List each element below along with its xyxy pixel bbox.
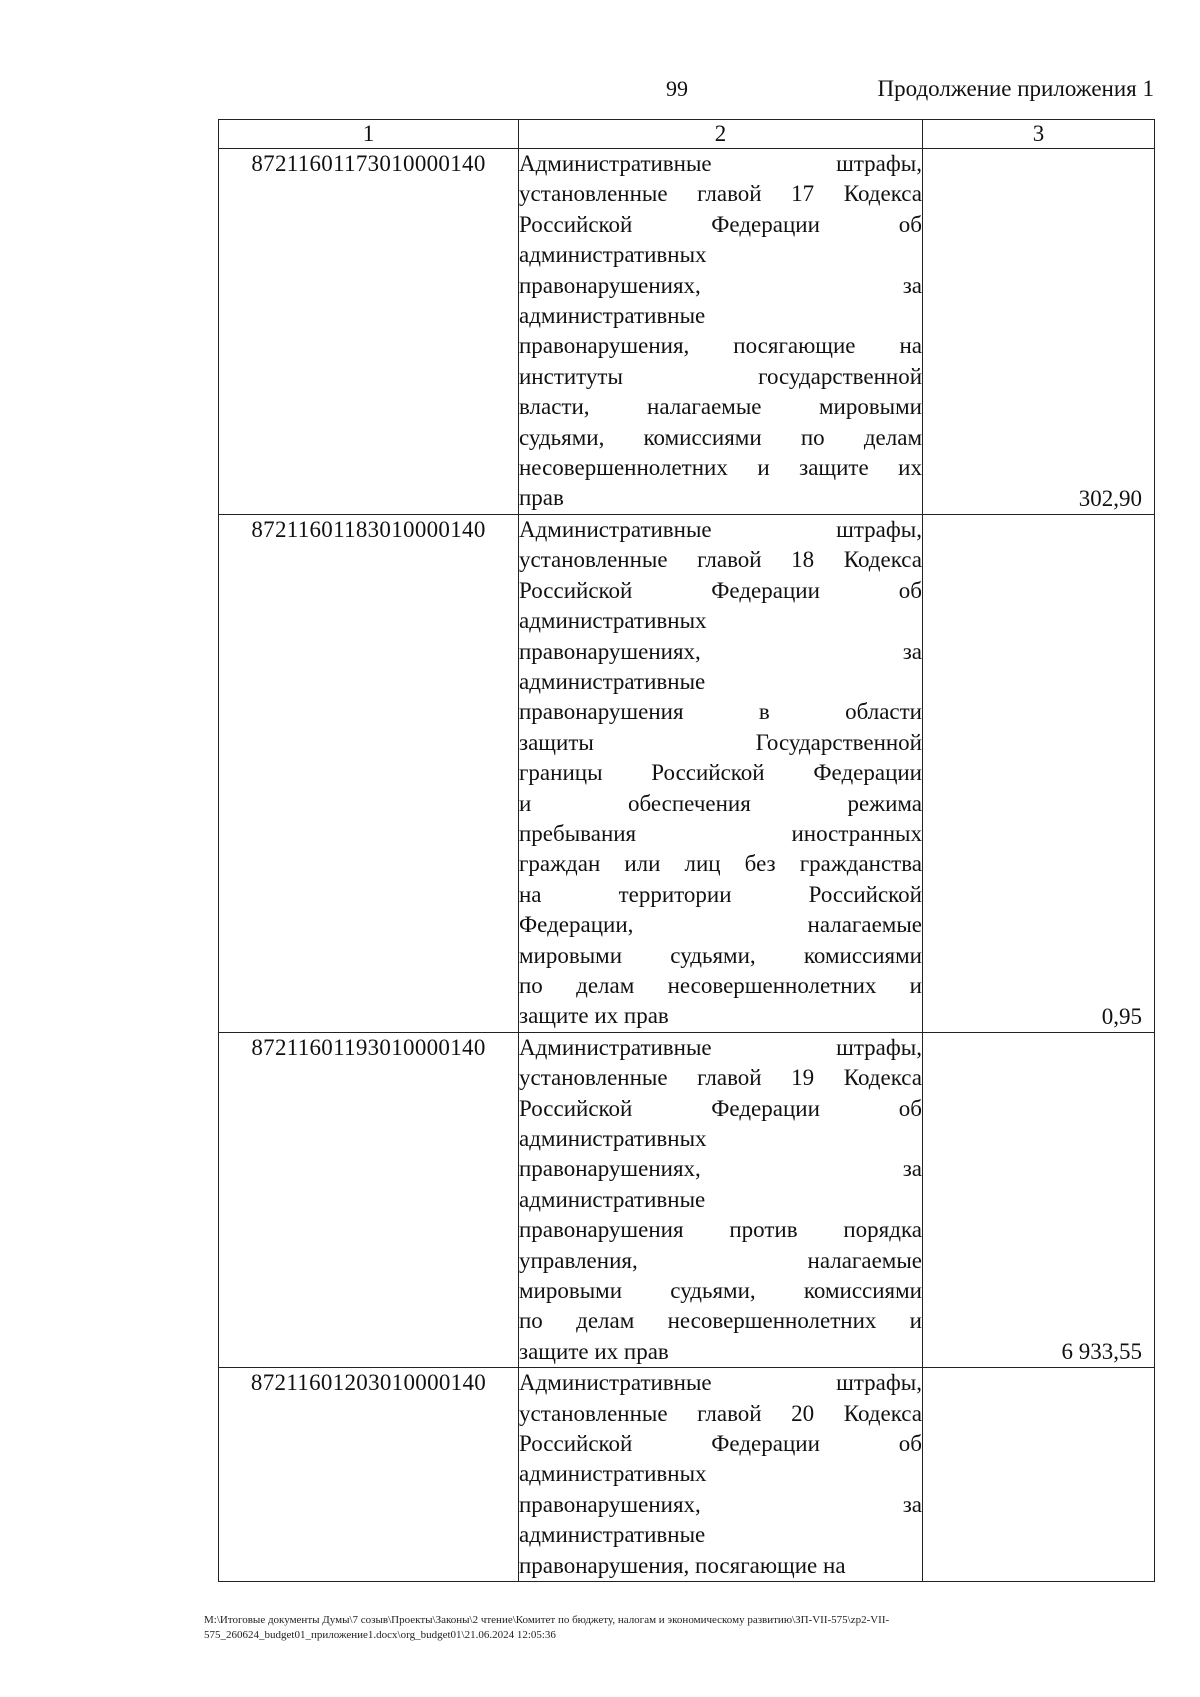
budget-table	[218, 119, 1155, 1582]
description-cell	[519, 149, 923, 515]
description-line: Административные штрафы,	[519, 151, 922, 176]
amount-cell	[923, 514, 1155, 1032]
description-line: административные	[519, 303, 706, 329]
description-line: Административные штрафы,	[519, 516, 922, 542]
description-line: установленные главой 20 Кодекса	[519, 1400, 922, 1426]
column-header-1: 1	[219, 120, 519, 149]
amount-value: 0,95	[1101, 1003, 1142, 1029]
amount-value: 6 933,55	[1061, 1339, 1142, 1365]
description-line: правонарушения, посягающие на	[519, 333, 922, 359]
description-line: защите их прав	[519, 1003, 669, 1029]
description-line: защиты Государственной	[519, 729, 922, 755]
table-row	[219, 514, 1155, 1032]
description-line: прав	[519, 485, 564, 511]
description-line: по делам несовершеннолетних и	[519, 972, 922, 998]
description-line: Федерации, налагаемые	[519, 912, 922, 938]
description-line: границы Российской Федерации	[519, 760, 922, 786]
table-row	[219, 1032, 1155, 1367]
description-line: правонарушениях, за	[519, 1491, 922, 1517]
revenue-code-cell: 87211601193010000140	[219, 1032, 519, 1367]
description-line: установленные главой 17 Кодекса	[519, 181, 922, 207]
description-cell	[519, 1368, 923, 1582]
description-line: Административные штрафы,	[519, 1034, 922, 1060]
continuation-label: Продолжение приложения 1	[877, 76, 1154, 101]
amount-cell	[923, 1368, 1155, 1582]
description-line: административных	[519, 1126, 707, 1151]
description-line: административных	[519, 608, 707, 634]
description-line: пребывания иностранных	[519, 820, 922, 846]
description-line: правонарушения против порядка	[519, 1217, 922, 1243]
amount-cell	[923, 149, 1155, 515]
table-body	[219, 149, 1155, 1582]
description-line: административных	[519, 242, 707, 268]
description-line: административные	[519, 668, 706, 694]
description-line: правонарушения в области	[519, 699, 922, 725]
description-line: установленные главой 18 Кодекса	[519, 547, 922, 573]
table-header-row	[219, 120, 1155, 149]
description-line: мировыми судьями, комиссиями	[519, 1278, 922, 1304]
description-line: судьями, комиссиями по делам	[519, 424, 922, 450]
revenue-code-cell: 87211601203010000140	[219, 1368, 519, 1582]
description-line: административные	[519, 1186, 706, 1212]
table-row	[219, 1368, 1155, 1582]
amount-value: 302,90	[1078, 485, 1142, 511]
file-path-footer	[204, 1613, 1164, 1643]
page-number: 99	[666, 76, 688, 101]
revenue-code-cell: 87211601183010000140	[219, 514, 519, 1032]
description-line: и обеспечения режима	[519, 790, 922, 816]
description-line: граждан или лиц без гражданства	[519, 851, 922, 877]
description-cell	[519, 1032, 923, 1367]
table-row	[219, 149, 1155, 515]
revenue-code-cell: 87211601173010000140	[219, 149, 519, 515]
description-line: управления, налагаемые	[519, 1247, 922, 1273]
column-header-3: 3	[923, 120, 1155, 149]
description-line: правонарушениях, за	[519, 638, 922, 664]
description-line: Российской Федерации об	[519, 1431, 922, 1457]
description-line: институты государственной	[519, 363, 922, 389]
description-line: административных	[519, 1461, 707, 1487]
description-line: административные	[519, 1522, 706, 1548]
description-line: по делам несовершеннолетних и	[519, 1308, 922, 1334]
description-line: власти, налагаемые мировыми	[519, 394, 922, 420]
description-cell	[519, 514, 923, 1032]
description-line: Российской Федерации об	[519, 211, 922, 237]
description-line: установленные главой 19 Кодекса	[519, 1065, 922, 1091]
description-line: Российской Федерации об	[519, 1095, 922, 1121]
description-line: защите их прав	[519, 1338, 669, 1364]
footer-line-2: 575_260624_budget01_приложение1.docx\org_budget01\21.06.2024 12:05:36	[204, 1629, 556, 1641]
description-line: Административные штрафы,	[519, 1370, 922, 1396]
description-line: правонарушениях, за	[519, 272, 922, 298]
amount-cell	[923, 1032, 1155, 1367]
description-line: правонарушения, посягающие на	[519, 1552, 846, 1578]
description-line: несовершеннолетних и защите их	[519, 455, 922, 481]
description-line: мировыми судьями, комиссиями	[519, 942, 922, 968]
description-line: на территории Российской	[519, 881, 922, 907]
footer-line-1: M:\Итоговые документы Думы\7 созыв\Проекты\Законы\2 чтение\Комитет по бюджету, налогам и экономическому развитию\ЗП-VII-575\zp2-VII-	[204, 1614, 890, 1626]
description-line: правонарушениях, за	[519, 1156, 922, 1182]
column-header-2: 2	[519, 120, 923, 149]
description-line: Российской Федерации об	[519, 577, 922, 603]
